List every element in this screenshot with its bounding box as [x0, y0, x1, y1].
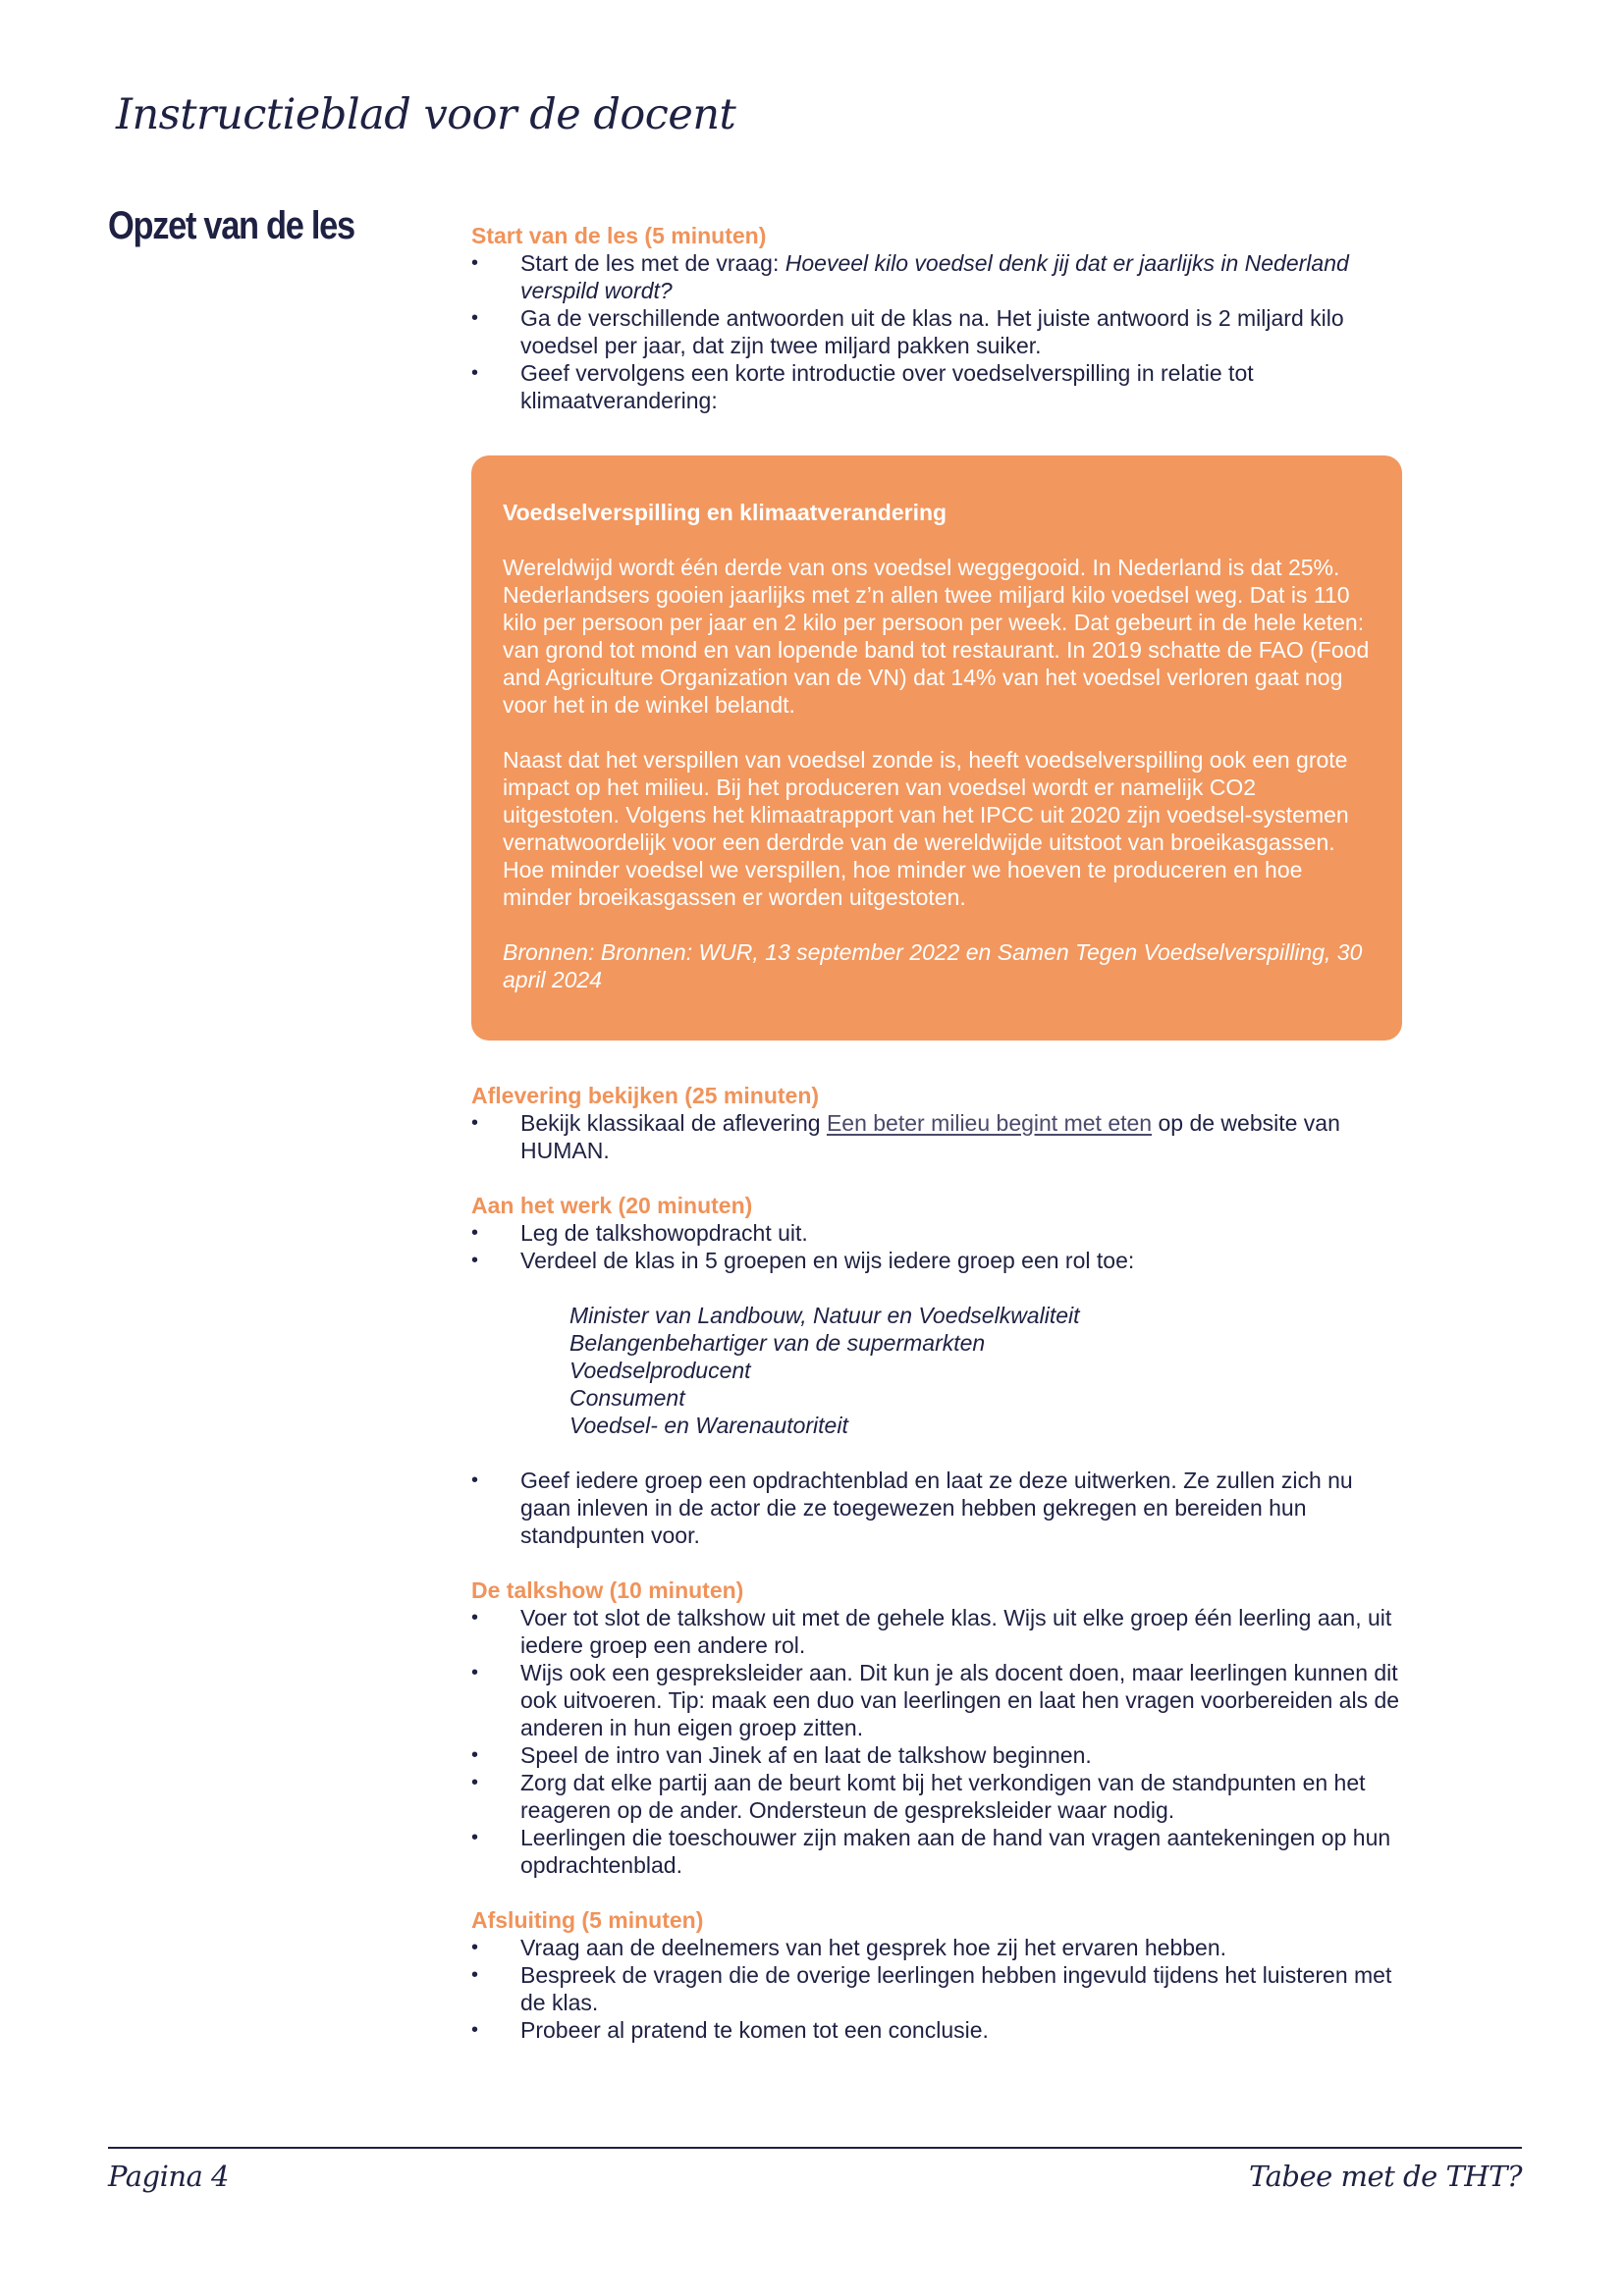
- block-heading-episode: Aflevering bekijken (25 minuten): [471, 1083, 820, 1108]
- closing-list: [471, 1934, 1404, 2044]
- list-item: [471, 1659, 1404, 1741]
- work-list: [471, 1219, 1404, 1274]
- list-item-text: Geef vervolgens een korte introductie over voedselverspilling in relatie tot klimaatverandering:: [520, 360, 1254, 413]
- page-number: Pagina 4: [108, 2160, 229, 2193]
- list-item: [471, 359, 1404, 414]
- list-item-text: Vraag aan de deelnemers van het gesprek hoe zij het ervaren hebben.: [520, 1935, 1227, 1960]
- list-item-text: Bekijk klassikaal de aflevering: [520, 1110, 827, 1136]
- bullet-icon: •: [471, 1607, 479, 1629]
- section-title: Opzet van de les: [108, 204, 354, 247]
- block-heading-work: Aan het werk (20 minuten): [471, 1193, 753, 1218]
- list-item: [471, 1824, 1404, 1879]
- question-text: Hoeveel kilo voedsel denk jij dat er jaarlijks in Nederland verspild wordt?: [520, 250, 1349, 303]
- block-closing: [471, 1906, 1404, 2044]
- list-item-text: Probeer al pratend te komen tot een conclusie.: [520, 2017, 989, 2043]
- info-box-paragraph: Naast dat het verspillen van voedsel zonde is, heeft voedselverspilling ook een grote impact op het milieu. Bij het produceren van voedsel wordt er namelijk CO2 uitgestoten. Volgens het klimaatrapport van het IPCC uit 2020 zijn voedsel-systemen vernatwoordelijk voor een derdrde van de wereldwijde uitstoot van broeikasgassen. Hoe minder voedsel we verspillen, hoe minder we hoeven te produceren en hoe minder broeikasgassen er worden uitgestoten.: [503, 747, 1349, 910]
- role-item: Voedsel- en Warenautoriteit: [569, 1413, 848, 1438]
- bullet-icon: •: [471, 362, 479, 384]
- block-episode: [471, 1082, 1404, 1164]
- bullet-icon: •: [471, 1937, 479, 1958]
- list-item: [471, 2016, 1404, 2044]
- footer-divider: [108, 2147, 1522, 2149]
- bullet-icon: •: [471, 1222, 479, 1244]
- bullet-icon: •: [471, 1662, 479, 1683]
- list-item-text: Wijs ook een gespreksleider aan. Dit kun je als docent doen, maar leerlingen kunnen dit ook uitvoeren. Tip: maak een duo van leerlingen en laat hen vragen voorbereiden als de anderen in hun eigen groep zitten.: [520, 1660, 1400, 1740]
- list-item-text: Leerlingen die toeschouwer zijn maken aan de hand van vragen aantekeningen op hun opdrachtenblad.: [520, 1825, 1391, 1878]
- block-heading-talkshow: De talkshow (10 minuten): [471, 1577, 744, 1603]
- document-title: Tabee met de THT?: [1249, 2160, 1522, 2193]
- list-item: [471, 1247, 1404, 1274]
- info-box-sources: Bronnen: Bronnen: WUR, 13 september 2022 en Samen Tegen Voedselverspilling, 30 april 2024: [503, 939, 1363, 992]
- bullet-icon: •: [471, 307, 479, 329]
- list-item-text: Ga de verschillende antwoorden uit de klas na. Het juiste antwoord is 2 miljard kilo voedsel per jaar, dat zijn twee miljard pakken suiker.: [520, 305, 1344, 358]
- role-item: Minister van Landbouw, Natuur en Voedselkwaliteit: [569, 1303, 1080, 1328]
- bullet-icon: •: [471, 2019, 479, 2041]
- list-item: [471, 1769, 1404, 1824]
- bullet-icon: •: [471, 1112, 479, 1134]
- list-item: [471, 1467, 1404, 1549]
- lesson-content: [471, 222, 1404, 2044]
- list-item-text: Verdeel de klas in 5 groepen en wijs iedere groep een rol toe:: [520, 1248, 1135, 1273]
- roles-list: [471, 1302, 1404, 1439]
- bullet-icon: •: [471, 1744, 479, 1766]
- list-item-text: Start de les met de vraag:: [520, 250, 785, 276]
- block-heading-start: Start van de les (5 minuten): [471, 223, 767, 248]
- list-item: [471, 1961, 1404, 2016]
- list-item-text: Voer tot slot de talkshow uit met de gehele klas. Wijs uit elke groep één leerling aan, uit iedere groep een andere rol.: [520, 1605, 1392, 1658]
- list-item: [471, 249, 1404, 304]
- bullet-icon: •: [471, 1250, 479, 1271]
- list-item-text: Leg de talkshowopdracht uit.: [520, 1220, 808, 1246]
- info-box-paragraph: Wereldwijd wordt één derde van ons voedsel weggegooid. In Nederland is dat 25%. Nederlandsers gooien jaarlijks met z’n allen twee miljard kilo voedsel weg. Dat is 110 kilo per persoon per jaar en 2 kilo per persoon per week. Dat gebeurt in de hele keten: van grond tot mond en van lopende band tot restaurant. In 2019 schatte de FAO (Food and Agriculture Organization van de VN) dat 14% van het voedsel verloren gaat nog voor het in de winkel belandt.: [503, 555, 1370, 718]
- list-item-text: op de website van HUMAN.: [520, 1110, 1340, 1163]
- page-title: Instructieblad voor de docent: [116, 90, 736, 139]
- list-item: [471, 1934, 1404, 1961]
- work-list-after: [471, 1467, 1404, 1549]
- bullet-icon: •: [471, 1964, 479, 1986]
- list-item-text: Geef iedere groep een opdrachtenblad en laat ze deze uitwerken. Ze zullen zich nu gaan inleven in de actor die ze toegewezen hebben gekregen en bereiden hun standpunten voor.: [520, 1468, 1353, 1548]
- list-item-text: Zorg dat elke partij aan de beurt komt bij het verkondigen van de standpunten en het reageren op de ander. Ondersteun de gespreksleider waar nodig.: [520, 1770, 1366, 1823]
- role-item: Voedselproducent: [569, 1358, 751, 1383]
- block-talkshow: [471, 1576, 1404, 1879]
- info-box-title: Voedselverspilling en klimaatverandering: [503, 500, 947, 525]
- role-item: Belangenbehartiger van de supermarkten: [569, 1330, 986, 1356]
- list-item-text: Bespreek de vragen die de overige leerlingen hebben ingevuld tijdens het luisteren met de klas.: [520, 1962, 1392, 2015]
- info-box: [471, 455, 1402, 1041]
- list-item-text: Speel de intro van Jinek af en laat de talkshow beginnen.: [520, 1742, 1092, 1768]
- talkshow-list: [471, 1604, 1404, 1879]
- list-item: [471, 1741, 1404, 1769]
- list-item: [471, 1604, 1404, 1659]
- bullet-icon: •: [471, 252, 479, 274]
- block-heading-closing: Afsluiting (5 minuten): [471, 1907, 704, 1933]
- bullet-icon: •: [471, 1827, 479, 1848]
- role-item: Consument: [569, 1385, 685, 1411]
- block-start: [471, 222, 1404, 414]
- episode-list: [471, 1109, 1404, 1164]
- bullet-icon: •: [471, 1469, 479, 1491]
- list-item: [471, 304, 1404, 359]
- list-item: [471, 1219, 1404, 1247]
- block-work: [471, 1192, 1404, 1549]
- bullet-icon: •: [471, 1772, 479, 1793]
- list-item: [471, 1109, 1404, 1164]
- start-list: [471, 249, 1404, 414]
- episode-link[interactable]: Een beter milieu begint met eten: [826, 1110, 1153, 1136]
